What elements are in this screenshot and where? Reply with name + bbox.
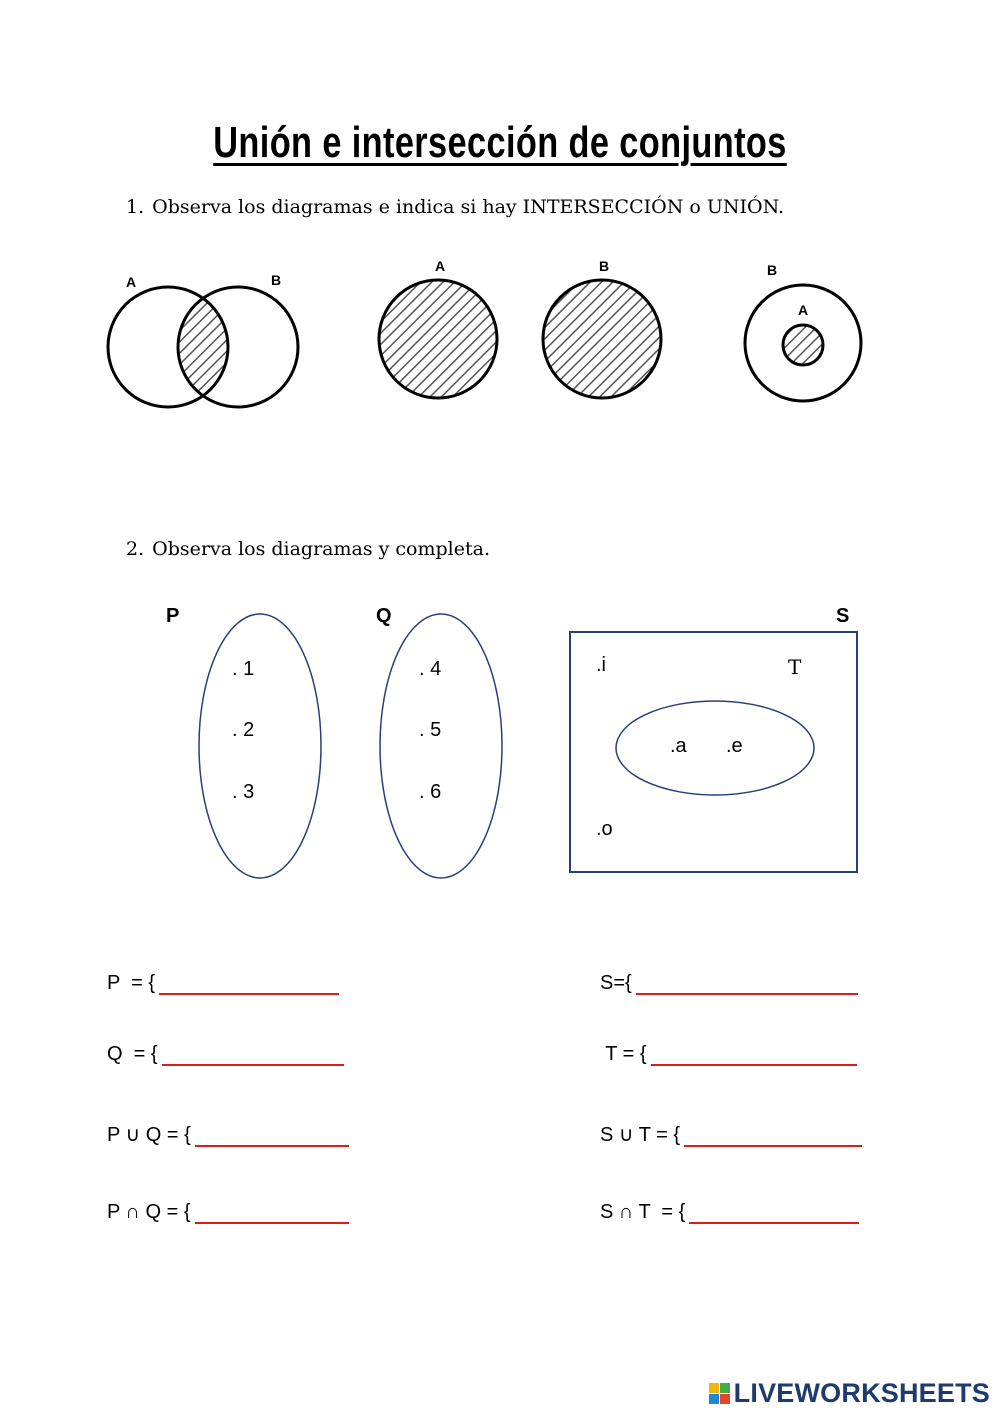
answer-line-s-intersection-t[interactable] xyxy=(689,1202,859,1224)
set-s-label: S xyxy=(836,605,850,627)
answer-line-q[interactable] xyxy=(162,1044,344,1066)
equation-label: T = { xyxy=(600,1043,647,1065)
diagram-1-label-b: B xyxy=(271,272,282,288)
diagram-intersection xyxy=(108,287,298,407)
equation-q xyxy=(107,1043,344,1066)
answer-line-p-union-q[interactable] xyxy=(195,1125,349,1147)
liveworksheets-logo-icon xyxy=(709,1383,731,1405)
set-p-ellipse xyxy=(199,614,321,878)
equation-s-union-t xyxy=(600,1122,862,1147)
exercise-2-text: Observa los diagramas y completa. xyxy=(152,538,490,560)
set-p-element: . 1 xyxy=(232,658,255,680)
set-q-ellipse xyxy=(380,614,502,878)
diagram-union xyxy=(379,280,661,398)
equation-s xyxy=(600,972,858,995)
answer-line-p-intersection-q[interactable] xyxy=(195,1202,349,1224)
answer-line-s[interactable] xyxy=(636,973,858,995)
exercise-2-instruction xyxy=(126,538,490,560)
answer-line-s-union-t[interactable] xyxy=(684,1125,862,1147)
exercise-2-number: 2. xyxy=(126,538,145,560)
equation-t xyxy=(600,1043,857,1066)
set-s-element: .o xyxy=(596,818,613,840)
set-p-element: . 3 xyxy=(232,781,255,803)
diagram-3-label-a: A xyxy=(798,302,809,318)
diagram-2-label-a: A xyxy=(435,258,446,274)
equation-p xyxy=(107,972,339,995)
equation-label: P ∩ Q = { xyxy=(107,1201,191,1223)
equation-label: P ∪ Q = { xyxy=(107,1124,191,1146)
set-t-element: .a xyxy=(670,735,687,757)
circle-b xyxy=(543,280,661,398)
set-t-label: T xyxy=(788,655,802,679)
diagram-1-label-a: A xyxy=(126,274,137,290)
equation-label: P = { xyxy=(107,972,156,994)
equation-label: Q = { xyxy=(107,1043,158,1065)
equation-s-intersection-t xyxy=(600,1201,859,1224)
set-q-element: . 6 xyxy=(419,781,442,803)
exercise-1-text: Observa los diagramas e indica si hay INTERSECCIÓN o UNIÓN. xyxy=(152,196,785,218)
set-t-element: .e xyxy=(726,735,743,757)
circle-a xyxy=(379,280,497,398)
diagram-3-label-b: B xyxy=(767,262,778,278)
diagram-2-label-b: B xyxy=(599,258,610,274)
set-q-label: Q xyxy=(376,605,392,627)
circle-a xyxy=(783,325,823,365)
exercise-1-number: 1. xyxy=(126,196,145,218)
answer-line-t[interactable] xyxy=(651,1044,857,1066)
equation-label: S={ xyxy=(600,972,632,994)
set-t-ellipse xyxy=(616,701,814,795)
liveworksheets-logo xyxy=(709,1378,990,1409)
set-q-element: . 5 xyxy=(419,719,442,741)
set-p-element: . 2 xyxy=(232,719,255,741)
equation-label: S ∪ T = { xyxy=(600,1124,681,1146)
set-q-element: . 4 xyxy=(419,658,442,680)
equation-p-union-q xyxy=(107,1122,349,1147)
answer-line-p[interactable] xyxy=(159,973,339,995)
liveworksheets-logo-text: LIVEWORKSHEETS xyxy=(733,1378,990,1408)
set-s-element: .i xyxy=(596,654,606,676)
set-p-label: P xyxy=(166,605,180,627)
equation-p-intersection-q xyxy=(107,1201,349,1224)
equation-label: S ∩ T = { xyxy=(600,1201,686,1223)
page-title: Unión e intersección de conjuntos xyxy=(213,118,787,167)
